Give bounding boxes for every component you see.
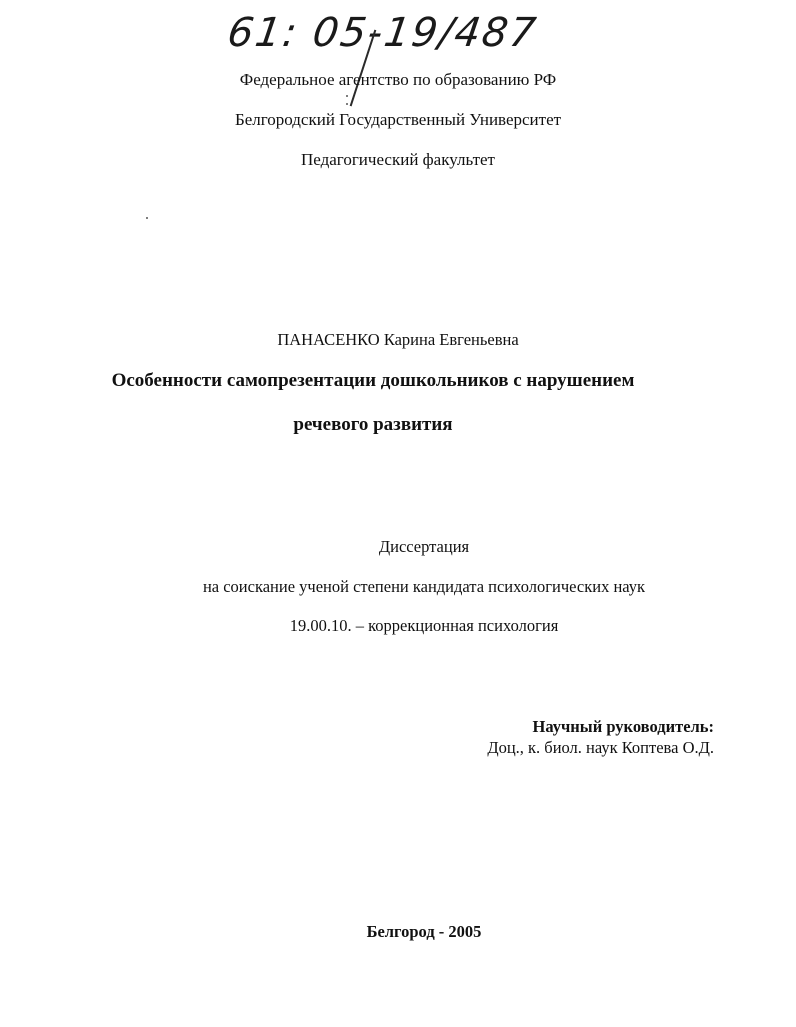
scan-speck bbox=[346, 103, 348, 105]
university-line: Белгородский Государственный Университет bbox=[234, 110, 562, 129]
scan-speck bbox=[346, 95, 348, 97]
title-line-2: речевого развития bbox=[293, 414, 453, 435]
faculty-line: Педагогический факультет bbox=[300, 150, 495, 169]
work-type: Диссертация bbox=[378, 537, 470, 556]
agency-line: Федеральное агентство по образованию РФ bbox=[239, 70, 557, 89]
title-line-1: Особенности самопрезентации дошкольников с нарушением bbox=[111, 370, 635, 391]
degree-line: на соискание ученой степени кандидата психологических наук bbox=[202, 577, 646, 596]
author-name: ПАНАСЕНКО Карина Евгеньевна bbox=[277, 330, 519, 349]
specialty-line: 19.00.10. – коррекционная психология bbox=[289, 616, 559, 635]
place-year: Белгород - 2005 bbox=[366, 922, 482, 941]
supervisor-label: Научный руководитель: bbox=[532, 717, 714, 736]
handwritten-archive-code: 61: 05-19/487 bbox=[224, 10, 541, 56]
scan-speck bbox=[146, 217, 148, 219]
supervisor-name: Доц., к. биол. наук Коптева О.Д. bbox=[487, 738, 714, 757]
